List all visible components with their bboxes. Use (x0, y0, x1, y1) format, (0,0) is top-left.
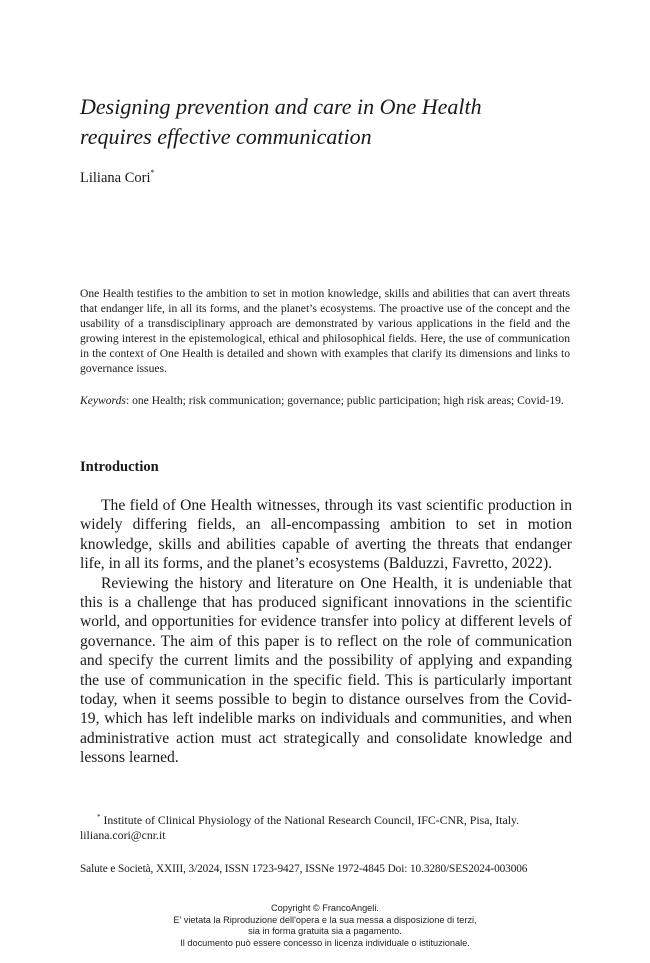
section-body (80, 496, 572, 768)
copyright-line: Il documento può essere concesso in licenza individuale o istituzionale. (180, 937, 470, 948)
abstract: One Health testifies to the ambition to set in motion knowledge, skills and abilities that can avert threats that endanger life, in all its forms, and the planet’s ecosystems. The proactive use of the concept and the usability of a transdisciplinary approach are demonstrated by various applications in the field and the growing interest in the epistemological, ethical and philosophical fields. Here, the use of communication in the context of One Health is detailed and shown with examples that clarify its dimensions and links to governance issues. (80, 287, 570, 376)
footnote-mark: * (97, 813, 101, 821)
footnote-affiliation: Institute of Clinical Physiology of the National Research Council, IFC-CNR, Pisa, Italy. (103, 813, 520, 827)
journal-info: Salute e Società, XXIII, 3/2024, ISSN 1723-9427, ISSNe 1972-4845 Doi: 10.3280/SES2024-003006 (80, 863, 528, 875)
body-paragraph: Reviewing the history and literature on One Health, it is undeniable that this is a challenge that has produced significant innovations in the scientific world, and opportunities for evidence transfer into policy at different levels of governance. The aim of this paper is to reflect on the role of communication and specify the current limits and the possibility of applying and expanding the use of communication in the specific field. This is particularly important today, when it seems possible to begin to distance ourselves from the Covid-19, which has left indelible marks on individuals and communities, and when administrative action must act strategically and consolidate knowledge and lessons learned. (80, 574, 572, 767)
author-byline (80, 168, 154, 187)
title-line: requires effective communication (80, 124, 372, 149)
keywords-text: : one Health; risk communication; governance; public participation; high risk areas; Covid-19. (125, 394, 564, 407)
copyright-line: sia in forma gratuita sia a pagamento. (248, 926, 402, 937)
section-heading: Introduction (80, 459, 159, 475)
copyright-notice (0, 903, 650, 949)
author-name: Liliana Cori (80, 170, 151, 186)
keywords (80, 393, 570, 408)
footnote-affiliation-line (80, 810, 572, 828)
copyright-line: E' vietata la Riproduzione dell'opera e la sua messa a disposizione di terzi, (173, 914, 477, 925)
body-paragraph: The field of One Health witnesses, through its vast scientific production in widely differing fields, an all-encompassing ambition to set in motion knowledge, skills and abilities capable of averting the threats that endanger life, in all its forms, and the planet’s ecosystems (Balduzzi, Favretto, 2022). (80, 497, 572, 573)
footnote (80, 810, 572, 843)
author-footnote-mark: * (150, 168, 155, 177)
title-line: Designing prevention and care in One Health (80, 94, 482, 119)
copyright-line: Copyright © FrancoAngeli. (271, 903, 379, 913)
keywords-label: Keywords (80, 394, 126, 407)
article-title (80, 92, 580, 152)
footnote-email: liliana.cori@cnr.it (80, 828, 166, 842)
